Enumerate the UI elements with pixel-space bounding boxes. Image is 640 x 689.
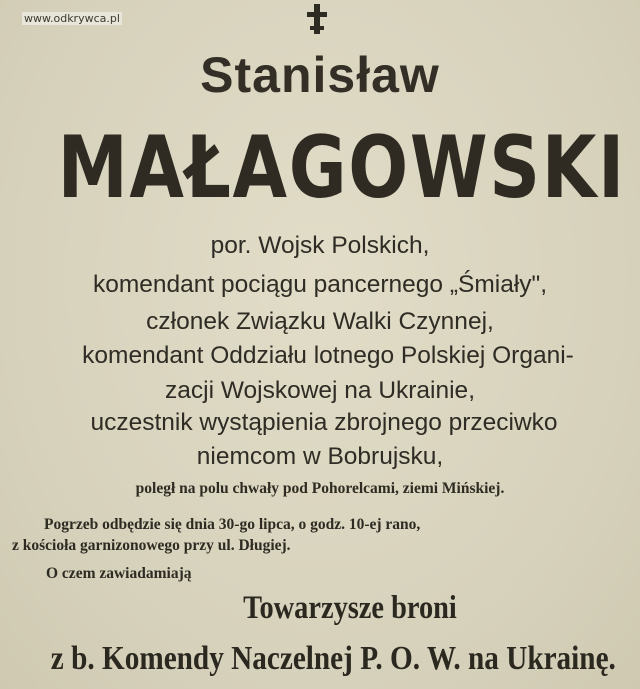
funeral-line-2: z kościoła garnizonowego przy ul. Długiej. (12, 537, 291, 554)
surname: MAŁAGOWSKI (57, 118, 626, 218)
notice-line: komendant Oddziału lotnego Polskiej Organi- (82, 342, 574, 369)
first-name: Stanisław (200, 47, 440, 103)
notice-line: por. Wojsk Polskich, (210, 232, 430, 259)
watermark: www.odkrywca.pl (24, 12, 120, 25)
inform-line: O czem zawiadamiają (46, 565, 192, 582)
notice-line: członek Związku Walki Czynnej, (146, 308, 494, 335)
notice-line: niemcom w Bobrujsku, (196, 443, 444, 470)
notice-line: uczestnik wystąpienia zbrojnego przeciwko (90, 409, 558, 436)
notice-line: zacji Wojskowej na Ukrainie, (165, 377, 475, 404)
fell-line: poległ na polu chwały pod Pohorelcami, ziemi Mińskiej. (135, 480, 505, 497)
funeral-line: Pogrzeb odbędzie się dnia 30-go lipca, o godz. 10-ej rano, (44, 516, 421, 533)
signature-line: Towarzysze broni (243, 590, 457, 626)
signature-line-2: z b. Komendy Naczelnej P. O. W. na Ukrainę. (50, 640, 616, 677)
cross-icon (302, 2, 332, 36)
notice-line: komendant pociągu pancernego „Śmiały", (92, 271, 548, 298)
